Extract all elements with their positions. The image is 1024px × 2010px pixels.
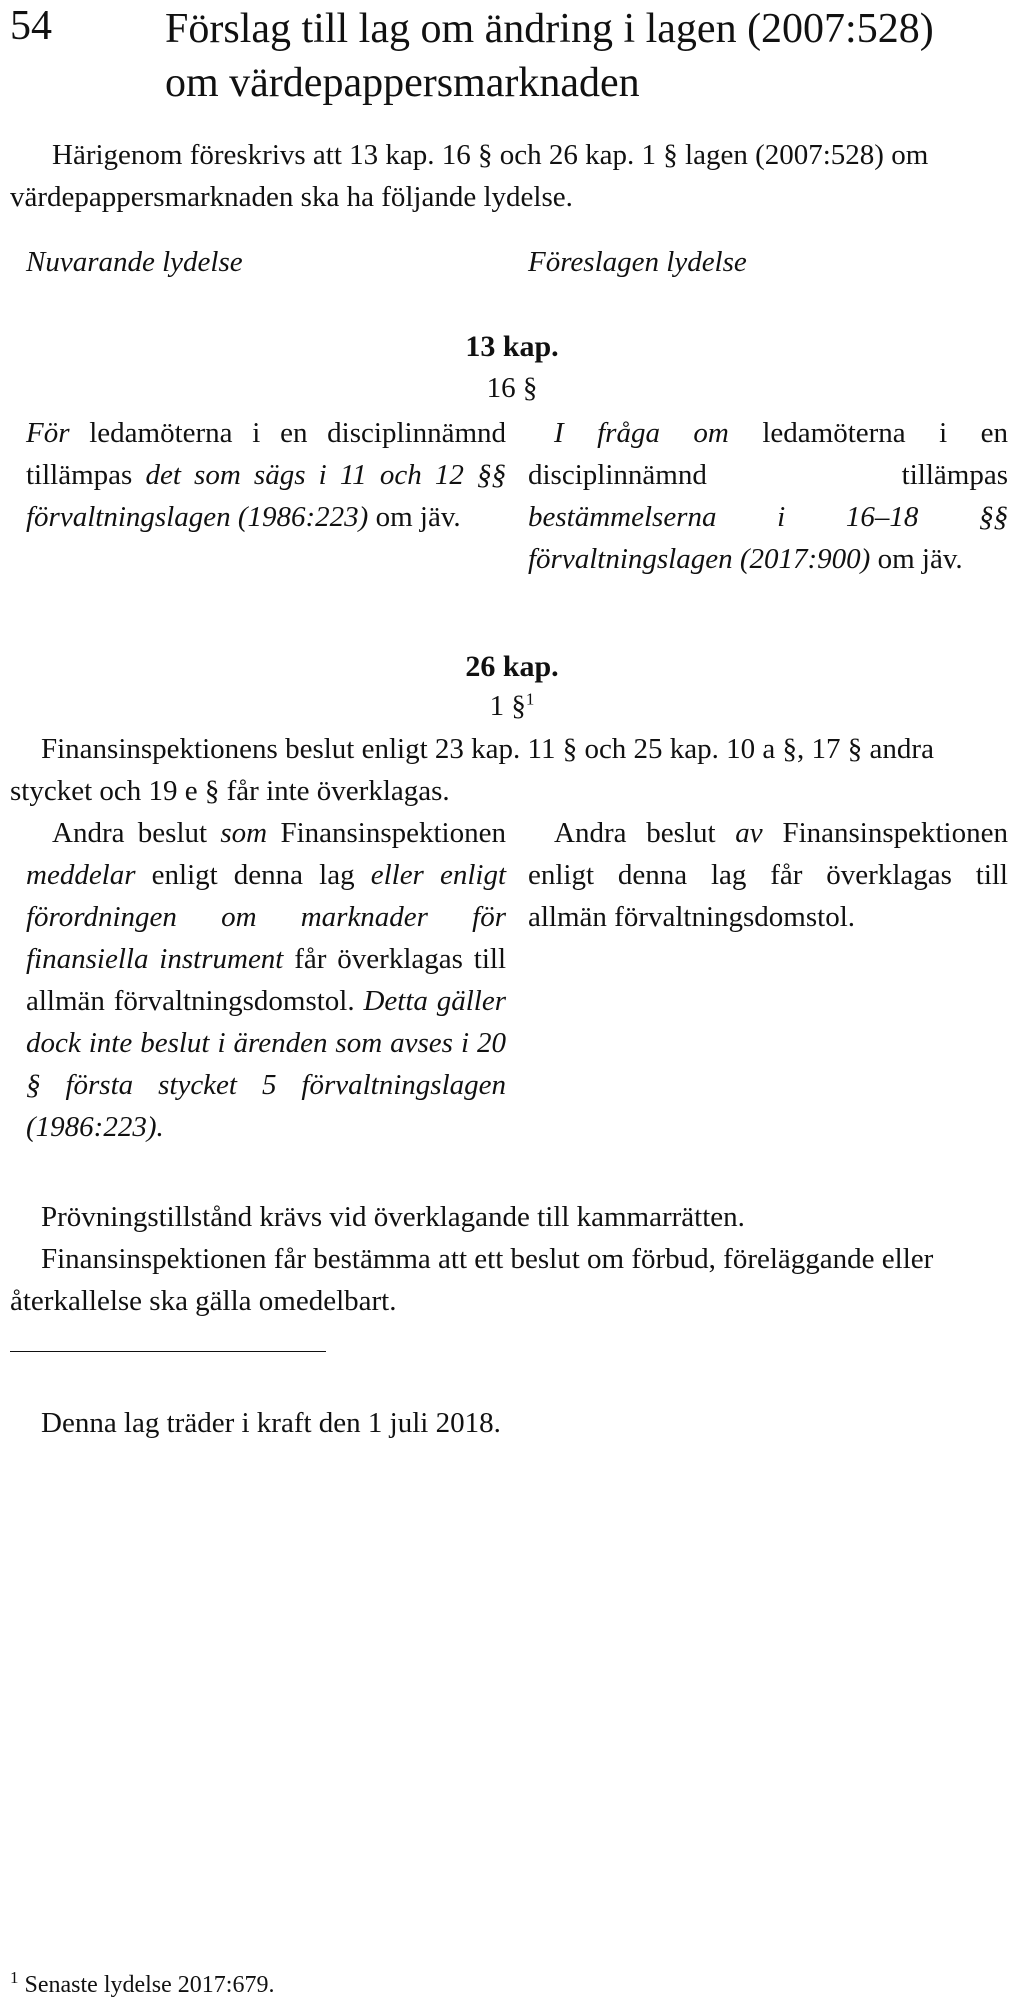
ch26-proposed-part-1: Andra beslut — [554, 817, 736, 849]
document-title — [165, 2, 934, 110]
ch13-proposed-part-4: om jäv. — [870, 543, 963, 575]
ch26-current-part-3: Finansinspektionen — [267, 817, 506, 849]
footnote-text: Senaste lydelse 2017:679. — [24, 1972, 275, 1998]
section-1-label: 1 § — [489, 690, 526, 722]
ch26-current-part-5: enligt denna lag — [135, 859, 371, 891]
ch13-current-text — [26, 412, 506, 538]
chapter-26-heading: 26 kap. — [465, 650, 559, 683]
ch13-current-part-1: För — [26, 417, 70, 449]
ch26-current-part-7: får överklagas till allmän förvaltningsdomstol. — [26, 943, 507, 1017]
ch26-proposed-part-3: Finansinspektionen enligt denna lag får överklagas till allmän förvaltningsdomstol. — [528, 817, 1008, 933]
title-line-1: Förslag till lag om ändring i lagen (2007:528) — [165, 6, 934, 52]
ch26-paragraph-1: Finansinspektionens beslut enligt 23 kap. 11 § och 25 kap. 10 a §, 17 § andra stycket och 19 e § får inte överklagas. — [10, 733, 934, 807]
section-16-heading: 16 § — [486, 372, 538, 404]
current-wording-heading: Nuvarande lydelse — [26, 246, 243, 278]
ch13-proposed-text — [528, 412, 1008, 580]
ch13-current-part-2: ledamöterna i en disciplinnämnd tillämpas — [26, 417, 506, 491]
ch26-current-part-4: meddelar — [26, 859, 136, 891]
intro-text: Härigenom föreskrivs att 13 kap. 16 § och 26 kap. 1 § lagen (2007:528) om värdepappersmarknaden ska ha följande lydelse. — [10, 139, 929, 213]
separator-line — [10, 1351, 326, 1352]
ch13-proposed-part-2: ledamöterna i en disciplinnämnd tillämpas — [528, 417, 1008, 491]
ch26-proposed-part-2: av — [735, 817, 763, 849]
footnote — [10, 1968, 275, 1999]
ch26-current-part-6: eller enligt förordningen om marknader för finansiella instrument — [26, 859, 507, 975]
intro-paragraph — [10, 134, 1020, 218]
ch13-current-part-3: det som sägs i 11 och 12 §§ förvaltningslagen (1986:223) — [26, 459, 506, 533]
chapter-13-heading: 13 kap. — [465, 330, 559, 363]
footnote-reference: 1 — [525, 689, 535, 709]
page-number: 54 — [10, 3, 52, 49]
ch26-paragraph-4: Finansinspektionen får bestämma att ett beslut om förbud, föreläggande eller återkallelse ska gälla omedelbart. — [10, 1243, 934, 1317]
ch13-current-part-4: om jäv. — [368, 501, 461, 533]
ch26-current-part-8: Detta gäller dock inte beslut i ärenden som avses i 20 § första stycket 5 förvaltningslagen (1986:223). — [26, 985, 506, 1143]
ch26-current-part-1: Andra beslut — [52, 817, 221, 849]
ch26-paragraph-3: Prövningstillstånd krävs vid överklagande till kammarrätten. — [41, 1201, 745, 1233]
title-line-2: om värdepappersmarknaden — [165, 60, 640, 106]
proposed-wording-heading: Föreslagen lydelse — [528, 246, 747, 278]
ch13-proposed-part-3: bestämmelserna i 16–18 §§ förvaltningslagen (2017:900) — [528, 501, 1008, 575]
ch13-proposed-part-1: I fråga om — [554, 417, 729, 449]
section-1-heading — [0, 690, 1024, 723]
ch26-current-part-2: som — [220, 817, 268, 849]
ch26-proposed-text — [528, 812, 1008, 938]
transition-provision: Denna lag träder i kraft den 1 juli 2018. — [41, 1407, 501, 1439]
ch26-current-text — [26, 812, 506, 1148]
footnote-mark: 1 — [10, 1968, 19, 1987]
